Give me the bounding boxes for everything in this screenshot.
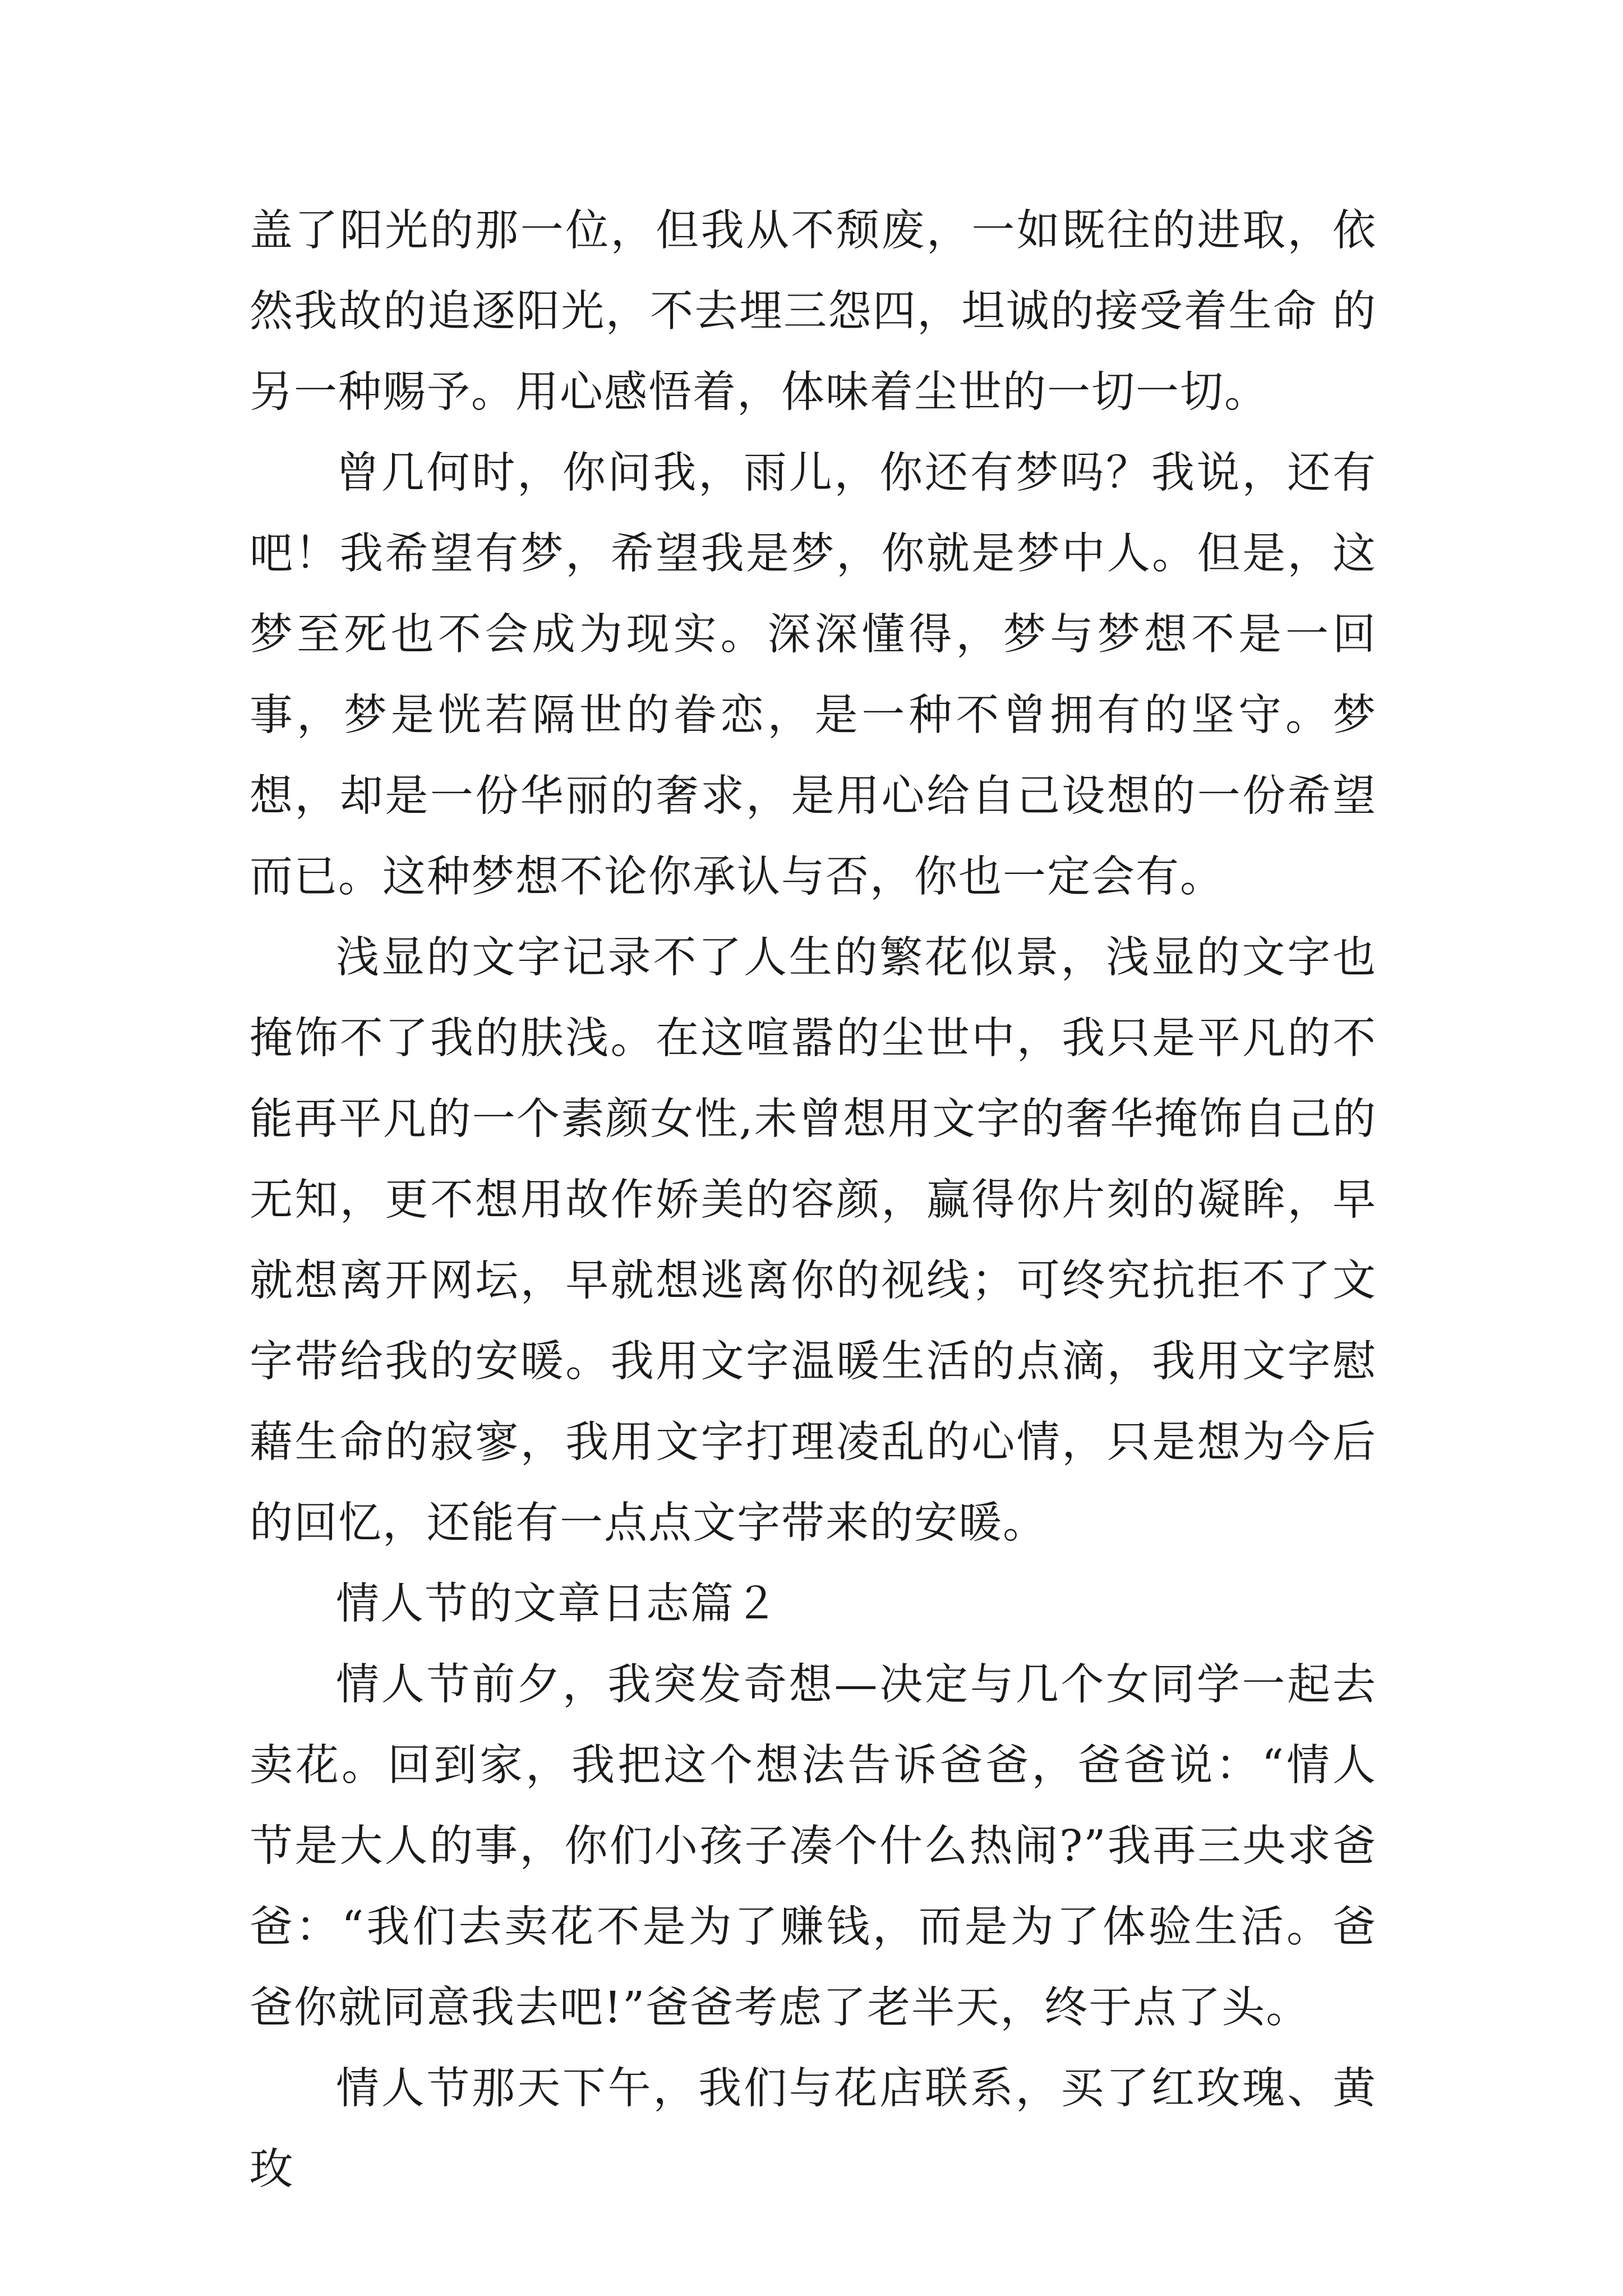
paragraph-5: 情人节那天下午，我们与花店联系，买了红玫瑰、黄玫: [250, 2064, 1377, 2194]
paragraph-1: 盖了阳光的那一位，但我从不颓废，一如既往的进取，依然我故的追逐阳光，不去埋三怨四，坦诚的接受着生命 的另一种赐予。用心感悟着，体味着尘世的一切一切。: [250, 206, 1377, 417]
paragraph-4: 情人节前夕，我突发奇想—决定与几个女同学一起去卖花。回到家，我把这个想法告诉爸爸，爸爸说：“情人节是大人的事，你们小孩子凑个什么热闹?”我再三央求爸爸：“我们去卖花不是为了赚钱，而是为了体验生活。爸爸你就同意我去吧!”爸爸考虑了老半天，终于点了头。: [250, 1660, 1377, 2033]
paragraph-3: 浅显的文字记录不了人生的繁花似景，浅显的文字也掩饰不了我的肤浅。在这喧嚣的尘世中，我只是平凡的不能再平凡的一个素颜女性,未曾想用文字的奢华掩饰自己的无知，更不想用故作娇美的容颜，赢得你片刻的凝眸，早就想离开网坛，早就想逃离你的视线；可终究抗拒不了文字带给我的安暖。我用文字温暖生活的点滴，我用文字慰藉生命的寂寥，我用文字打理凌乱的心情，只是想为今后的回忆，还能有一点点文字带来的安暖。: [250, 933, 1377, 1548]
document-body: [250, 191, 1377, 2210]
section-heading: 情人节的文章日志篇２: [336, 1579, 779, 1629]
paragraph-2: 曾几何时，你问我，雨儿，你还有梦吗？我说，还有吧！我希望有梦，希望我是梦，你就是梦中人。但是，这梦至死也不会成为现实。深深懂得，梦与梦想不是一回事，梦是恍若隔世的眷恋，是一种不曾拥有的坚守。梦想，却是一份华丽的奢求，是用心给自己设想的一份希望而已。这种梦想不论你承认与否，你也一定会有。: [250, 448, 1377, 902]
